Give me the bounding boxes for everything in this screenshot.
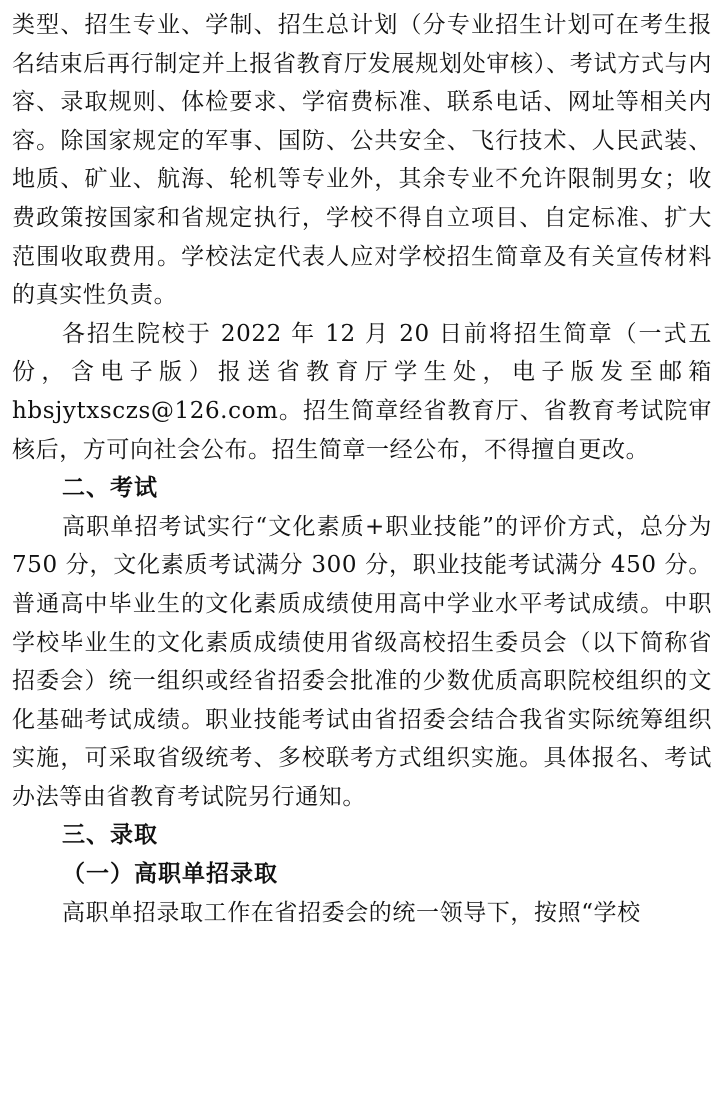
document-page [12, 6, 712, 932]
paragraph-admission-details: 高职单招录取工作在省招委会的统一领导下，按照“学校 [62, 899, 641, 926]
paragraph-exam-details: 高职单招考试实行“文化素质+职业技能”的评价方式，总分为 750 分，文化素质考试满分 300 分，职业技能考试满分 450 分。普通高中毕业生的文化素质成绩使用高中学业水平考试成绩。中职学校毕业生的文化素质成绩使用省级高校招生委员会（以下简称省招委会）统一组织或经省招委会批准的少数优质高职院校组织的文化基础考试成绩。职业技能考试由省招委会结合我省实际统筹组织实施，可采取省级统考、多校联考方式组织实施。具体报名、考试办法等由省教育考试院另行通知。 [12, 513, 712, 810]
paragraph-enrollment-brochure-contents: 类型、招生专业、学制、招生总计划（分专业招生计划可在考生报名结束后再行制定并上报省教育厅发展规划处审核）、考试方式与内容、录取规则、体检要求、学宿费标准、联系电话、网址等相关内容。除国家规定的军事、国防、公共安全、飞行技术、人民武装、地质、矿业、航海、轮机等专业外，其余专业不允许限制男女；收费政策按国家和省规定执行，学校不得自立项目、自定标准、扩大范围收取费用。学校法定代表人应对学校招生简章及有关宣传材料的真实性负责。 [12, 12, 712, 309]
section-heading-admission: 三、录取 [62, 822, 158, 849]
paragraph-brochure-submission: 各招生院校于 2022 年 12 月 20 日前将招生简章（一式五份，含电子版）报送省教育厅学生处，电子版发至邮箱 hbsjytxsczs@126.com。招生简章经省教育厅、省教育考试院审核后，方可向社会公布。招生简章一经公布，不得擅自更改。 [12, 320, 712, 463]
section-heading-exam: 二、考试 [62, 475, 158, 502]
subsection-heading-admission: （一）高职单招录取 [62, 860, 278, 888]
